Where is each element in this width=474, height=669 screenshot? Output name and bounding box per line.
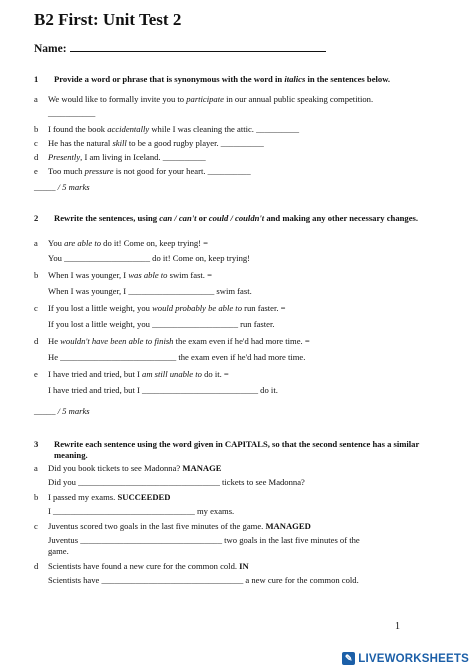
item-label: a [34,463,38,473]
item-label: c [34,303,38,313]
item-text[interactable]: is not good for your heart. __________ [113,166,251,176]
item-text: Did you book tickets to see Madonna? [48,463,181,473]
item-label: b [34,270,39,280]
italic-word: skill [112,138,127,148]
item-text: do it. = [201,369,229,379]
keyword: IN [239,561,249,571]
section-1-instruction: Provide a word or phrase that is synonymous with the word in italics in the sentences below. [54,74,391,84]
item-label: d [34,336,39,346]
section-3-number: 3 [34,439,39,449]
answer-line[interactable]: Juventus _________________________________ two goals in the last five minutes of the [48,535,360,545]
item-label: b [34,492,39,502]
section-3-instruction: Rewrite each sentence using the word given in CAPITALS, so that the second sentence has a similar meaning. [54,439,420,460]
item-text: do it! Come on, keep trying! = [101,238,209,248]
item-label: d [34,152,39,162]
item-text: He [48,336,61,346]
italic-word: Presently [48,152,81,162]
item-text: I have tried and tried, but I [48,369,143,379]
instruction-italic: can / can't [159,213,197,223]
item-text: Too much [48,166,85,176]
section-2-number: 2 [34,213,39,223]
item-text: He has the natural [48,138,113,148]
item-text: swim fast. = [167,270,212,280]
item-text: We would like to formally invite you to [48,94,187,104]
name-input-line[interactable] [70,41,326,52]
answer-line[interactable]: Scientists have _________________________________ a new cure for the common cold. [48,575,359,585]
item-label: e [34,166,38,176]
page-title: B2 First: Unit Test 2 [34,10,182,29]
instruction-italic: could / couldn't [208,213,265,223]
italic-word: participate [186,94,224,104]
italic-word: pressure [84,166,114,176]
keyword: MANAGED [265,521,311,531]
brand-name: LIVEWORKSHEETS [358,652,469,665]
item-text[interactable]: , I am living in Iceland. __________ [80,152,206,162]
liveworksheets-logo-icon: ✎ [342,652,355,665]
keyword: MANAGE [182,463,222,473]
item-text: Juventus scored two goals in the last five minutes of the game. [48,521,264,531]
item-text: I passed my exams. [48,492,116,502]
instruction-text: and making any other necessary changes. [264,213,418,223]
item-label: b [34,124,39,134]
answer-line[interactable]: I have tried and tried, but I ___________________________ do it. [48,385,278,395]
item-label: a [34,238,38,248]
answer-line[interactable]: He ___________________________ the exam even if he'd had more time. [48,352,306,362]
italic-phrase: would probably be able to [152,303,242,313]
item-text: Scientists have found a new cure for the common cold. [48,561,238,571]
answer-line[interactable]: ___________ [48,108,96,118]
item-text: If you lost a little weight, you [48,303,153,313]
item-text[interactable]: while I was cleaning the attic. __________ [149,124,300,134]
keyword: SUCCEEDED [117,492,171,502]
section-2-marks[interactable]: _____ / 5 marks [34,406,90,416]
section-1-marks[interactable]: _____ / 5 marks [34,182,90,192]
item-text: run faster. = [242,303,286,313]
section-2-instruction [54,213,438,224]
item-text: the exam even if he'd had more time. = [173,336,310,346]
instruction-text: Rewrite the sentences, using [54,213,160,223]
item-text: I found the book [48,124,108,134]
italic-phrase: am still unable to [142,369,202,379]
item-text: When I was younger, I [48,270,129,280]
item-text: in our annual public speaking competition. [223,94,374,104]
instruction-text: or [196,213,209,223]
italic-phrase: was able to [128,270,168,280]
page-number: 1 [395,621,400,632]
item-text: You [48,238,65,248]
answer-line[interactable]: When I was younger, I ____________________ swim fast. [48,286,252,296]
answer-line[interactable]: Did you _________________________________ tickets to see Madonna? [48,477,305,487]
answer-line[interactable]: If you lost a little weight, you ____________________ run faster. [48,319,275,329]
item-label: e [34,369,38,379]
name-row [34,41,326,55]
liveworksheets-logo[interactable] [342,652,469,665]
italic-phrase: are able to [64,238,102,248]
item-label: c [34,521,38,531]
answer-continuation: game. [48,546,69,556]
italic-word: accidentally [107,124,150,134]
item-label: d [34,561,39,571]
answer-line[interactable]: I _________________________________ my exams. [48,506,235,516]
item-label: a [34,94,38,104]
answer-line[interactable]: You ____________________ do it! Come on, keep trying! [48,253,251,263]
item-text[interactable]: to be a good rugby player. __________ [126,138,264,148]
italic-phrase: wouldn't have been able to finish [60,336,174,346]
name-label: Name: [34,43,67,55]
item-label: c [34,138,38,148]
section-1-number: 1 [34,74,39,84]
